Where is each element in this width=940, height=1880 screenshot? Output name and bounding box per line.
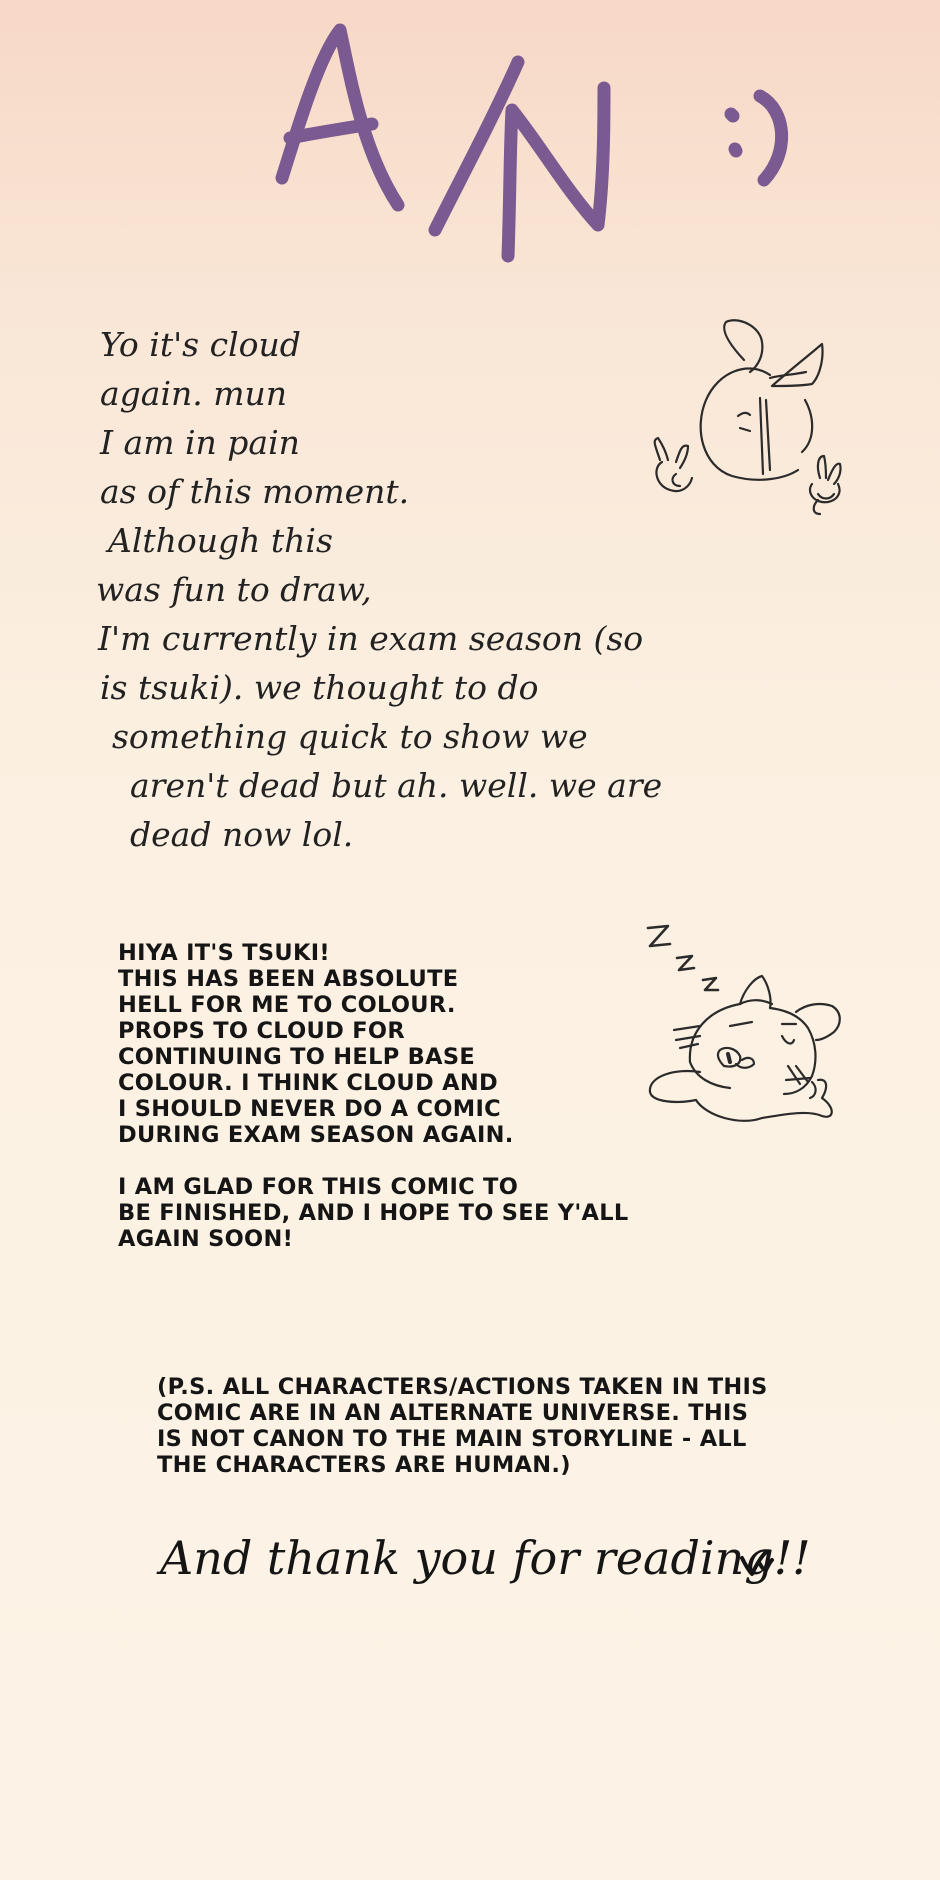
ps-note-line: THE CHARACTERS ARE HUMAN.)	[157, 1452, 571, 1478]
cloud-note-line: Yo it's cloud	[100, 325, 301, 364]
tsuki-note-line: I SHOULD NEVER DO A COMIC	[118, 1096, 501, 1122]
closing-message: And thank you for reading!!	[160, 1531, 811, 1585]
cloud-note-line: aren't dead but ah. well. we are	[130, 766, 663, 805]
ps-note-line: COMIC ARE IN AN ALTERNATE UNIVERSE. THIS	[157, 1400, 749, 1426]
tsuki-note-line: DURING EXAM SEASON AGAIN.	[118, 1122, 514, 1148]
ps-note-line: IS NOT CANON TO THE MAIN STORYLINE - ALL	[157, 1426, 747, 1452]
cloud-note-line: as of this moment.	[100, 472, 410, 511]
cloud-note-line: is tsuki). we thought to do	[100, 668, 539, 707]
cloud-note-line: was fun to draw,	[96, 570, 372, 609]
cloud-note-line: something quick to show we	[112, 717, 588, 756]
cloud-note-line: I am in pain	[100, 423, 300, 462]
tsuki-note-line: HELL FOR ME TO COLOUR.	[118, 992, 456, 1018]
tsuki-note-line: I AM GLAD FOR THIS COMIC TO	[118, 1174, 519, 1200]
tsuki-note-line: THIS HAS BEEN ABSOLUTE	[118, 966, 459, 992]
tsuki-note-line: AGAIN SOON!	[118, 1226, 294, 1252]
tsuki-note-line: HIYA IT'S TSUKI!	[118, 940, 330, 966]
ps-note-line: (P.S. ALL CHARACTERS/ACTIONS TAKEN IN THIS	[157, 1374, 768, 1400]
cloud-note-line: again. mun	[100, 374, 288, 413]
cloud-note-line: Although this	[108, 521, 333, 560]
tsuki-note-line: PROPS TO CLOUD FOR	[118, 1018, 405, 1044]
tsuki-note-line: BE FINISHED, AND I HOPE TO SEE Y'ALL	[118, 1200, 629, 1226]
cloud-note-line: dead now lol.	[130, 815, 354, 854]
cloud-note-line: I'm currently in exam season (so	[98, 619, 644, 658]
tsuki-note-line: CONTINUING TO HELP BASE	[118, 1044, 476, 1070]
tsuki-note-line: COLOUR. I THINK CLOUD AND	[118, 1070, 498, 1096]
